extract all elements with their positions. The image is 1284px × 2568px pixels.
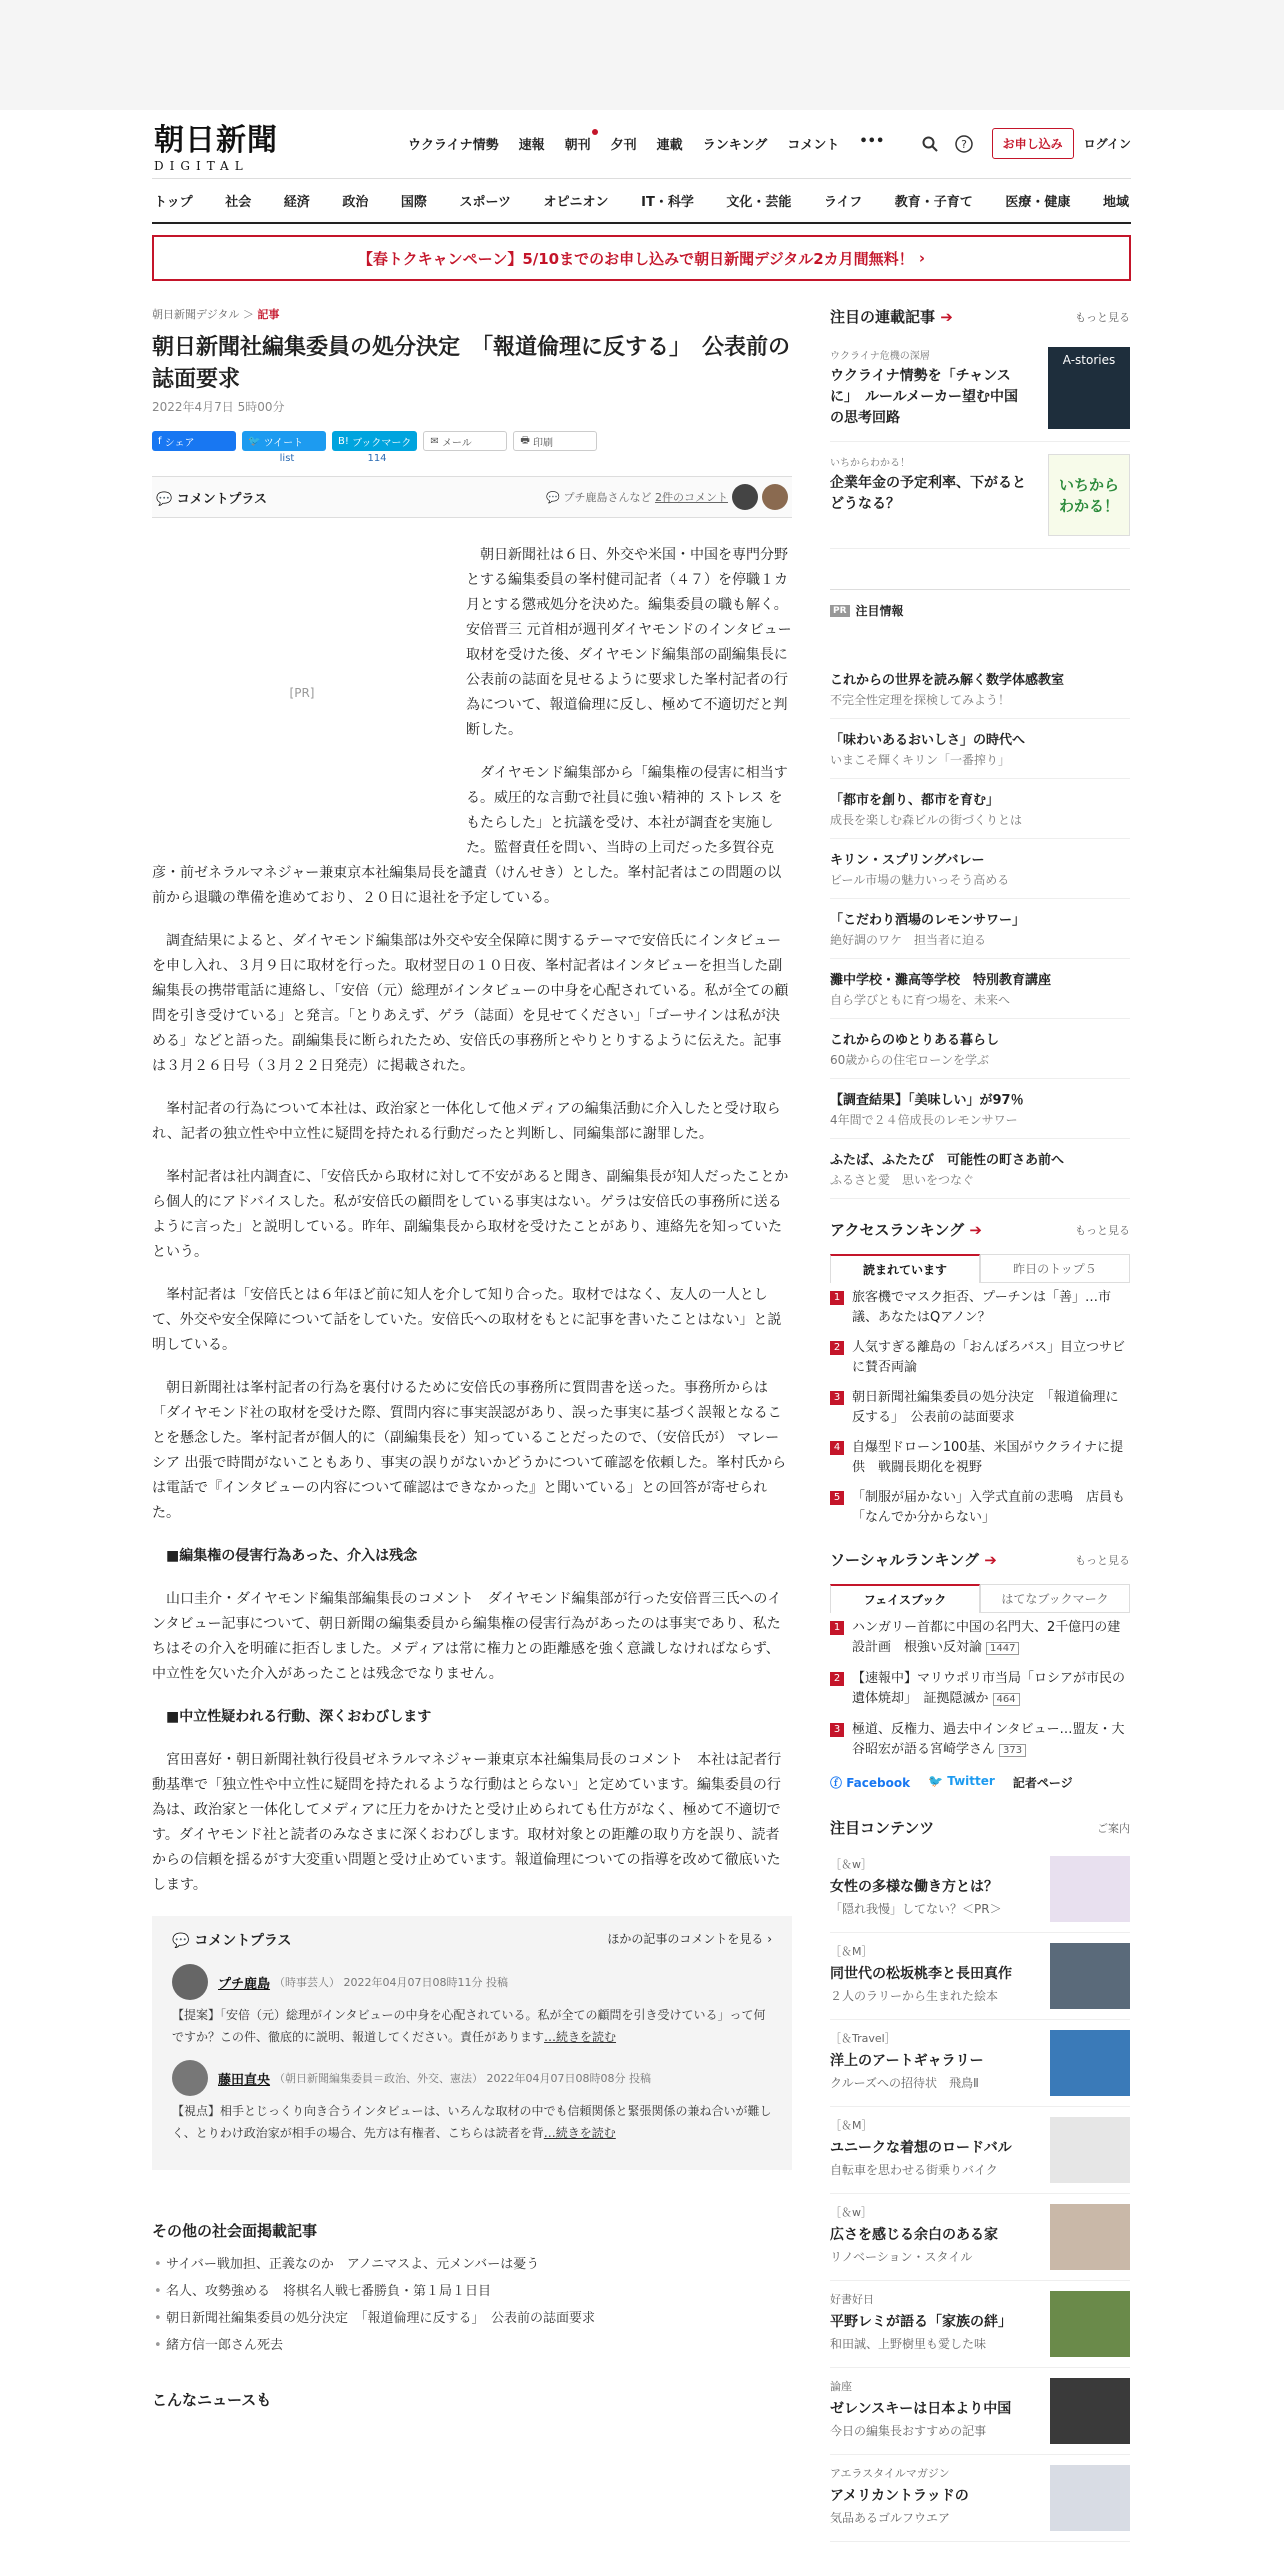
comment-plus-label: コメントプラス [176,491,267,507]
ranking-item[interactable] [830,1613,1130,1664]
logo[interactable] [154,124,279,173]
pickup-image [1050,2204,1130,2270]
comment-item [172,2060,772,2144]
other-articles [152,2220,792,2359]
comment-plus-info: 💬 プチ鹿島さんなど 2件のコメント [546,484,788,510]
ranking-title: 自爆型ドローン100基、米国がウクライナに提供 戦闘長期化を視野 [852,1440,1124,1475]
attention-item[interactable] [830,899,1130,959]
attention-item[interactable] [830,839,1130,899]
section-link[interactable]: 経済 [283,195,310,210]
pickup-item-title: 平野レミが語る「家族の絆」 [830,2314,1012,2330]
attention-item-sub: 4年間で２４倍成長のレモンサワー [830,1113,1018,1127]
comment-plus-box [152,1916,792,2170]
series-thumbnail: A-stories [1048,347,1130,429]
access-ranking-title[interactable] [830,1219,982,1240]
campaign-text: 【春トクキャンペーン】5/10までのお申し込みで朝日新聞デジタル2カ月間無料！ [357,249,914,268]
attention-item-title: キリン・スプリングバレー [830,853,985,868]
attention-item[interactable] [830,659,1130,719]
comment-plus-bar[interactable] [152,476,792,518]
attention-item-title: これからの世界を読み解く数学体感教室 [830,673,1065,688]
attention-item[interactable] [830,959,1130,1019]
twitter-label: Twitter [947,1774,995,1788]
attention-item-sub: 不完全性定理を探検してみよう！ [830,693,1011,707]
pickup-kicker: ［＆Travel］ [830,2032,896,2045]
svg-text:?: ? [960,137,967,151]
site-header [152,110,1131,178]
commenter-name[interactable]: プチ鹿島 [218,1976,271,1992]
avatar [172,2060,208,2096]
ranking-title: 朝日新聞社編集委員の処分決定 「報道倫理に反する」 公表前の誌面要求 [852,1390,1119,1425]
login-link[interactable]: ログイン [1083,137,1131,151]
twitter-share-label: ツイート [263,437,304,449]
pickup-kicker: ［＆w］ [830,1858,872,1871]
avatar [172,1964,208,2000]
pickup-item-title: 広さを感じる余白のある家 [830,2227,998,2243]
pickup-item[interactable] [830,2281,1130,2368]
pickup-kicker: 論座 [830,2380,852,2393]
pickup-item-sub: リノベーション・スタイル [830,2250,973,2264]
facebook-label: Facebook [846,1776,911,1790]
social-ranking-label: ソーシャルランキング [830,1551,979,1569]
section-link[interactable]: スポーツ [459,195,511,210]
facebook-share-button[interactable]: f シェア [152,431,236,451]
pickup-kicker: ［＆M］ [830,1945,873,1958]
article-column [152,306,792,2542]
attention-item-title: 灘中学校・灘高等学校 特別教育講座 [830,973,1052,988]
pickup-item[interactable] [830,2107,1130,2194]
comment-info: プチ鹿島さんなど [563,491,652,504]
commenter-name[interactable]: 藤田直央 [218,2072,271,2088]
access-ranking-label: アクセスランキング [830,1221,965,1239]
section-nav [152,178,1131,222]
series-more-link[interactable]: もっと見る [1075,310,1130,324]
arrow-right-icon: ➔ [969,1221,982,1239]
other-article-link[interactable]: • 朝日新聞社編集委員の処分決定 「報道倫理に反する」 公表前の誌面要求 [152,2305,792,2332]
pickup-kicker: アエラスタイルマガジン [830,2467,950,2480]
other-article-link[interactable]: • 緒方信一郎さん死去 [152,2332,792,2359]
attention-item-title: これからのゆとりある暮らし [830,1033,1000,1048]
ranking-item[interactable] [830,1664,1130,1715]
access-ranking [830,1219,1130,1533]
rank-number: 1 [830,1291,844,1305]
ranking-item[interactable] [830,1383,1130,1433]
avatar [732,484,758,510]
section-link[interactable]: トップ [154,195,193,210]
paragraph: ダイヤモンド編集部から「編集権の侵害に相当する。威圧的な言動で社員に強い精神的 ストレス をもたらした」と抗議を受け、本社が調査を実施した。監督責任を問い、当時の上司だった多賀谷克彦・前ゼネラルマネジャー兼東京本社編集局長を譴責（けんせき）とした。峯村記者はこの問題の以前から退職の準備を進めており、２０日に退社を予定している。 [152,765,788,906]
comment-time: 2022年04月07日08時11分 投稿 [343,1976,508,1989]
paragraph: 峯村記者は「安倍氏とは６年ほど前に知人を介して知り合った。取材ではなく、友人の一人として、外交や安全保障について話をしていた。安倍氏への取材をもとに記事を書いたことはない」と説明している。 [152,1287,782,1353]
nav-ranking[interactable]: ランキング [702,138,768,153]
top-ad-band [0,0,1284,110]
comment-plus-title: 💬 コメントプラス [156,491,267,507]
pickup-item-sub: クルーズへの招待状 飛鳥Ⅱ [830,2076,979,2090]
ranking-title: 旅客機でマスク拒否、プーチンは「善」…市議、あなたはQアノン？ [852,1290,1111,1325]
arrow-right-icon: ➔ [940,308,953,326]
nav-ukraine[interactable]: ウクライナ情勢 [408,138,499,153]
paragraph: 峯村記者の行為について本社は、政治家と一体化して他メディアの編集活動に介入したと受け取られ、記者の独立性や中立性に疑問を持たれる行動だったと判断し、同編集部に謝罪した。 [152,1101,781,1142]
commenter-role: （時事芸人） [274,1976,341,1989]
attention-item-sub: 成長を楽しむ森ビルの街づくりとは [830,813,1023,827]
logo-main: 朝日新聞 [154,123,278,158]
comment-box-title-label: コメントプラス [194,1933,292,1949]
pickup-item[interactable] [830,2368,1130,2455]
section-link[interactable]: IT・科学 [641,195,694,210]
section-link[interactable]: 教育・子育て [894,195,973,210]
other-comments-link[interactable]: ほかの記事のコメントを見る › [607,1932,772,1946]
attention-item-sub: いまこそ輝くキリン「一番搾り」 [830,753,1011,767]
rank-number: 5 [830,1491,844,1505]
attention-item-title: ふたば、ふたたび 可能性の町さあ前へ [830,1153,1065,1168]
series-thumbnail [1048,454,1130,536]
read-more-link[interactable]: …続きを読む [544,2030,617,2044]
ranking-item[interactable] [830,1715,1130,1766]
pickup-item-sub: ２人のラリーから生まれた絵本 [830,1989,999,2003]
section-link[interactable]: オピニオン [543,195,609,210]
paragraph: 山口圭介・ダイヤモンド編集部編集長のコメント ダイヤモンド編集部が行った安倍晋三氏へのインタビュー記事について、朝日新聞の編集委員から編集権の侵害行為があったのは事実であり、私たちはその介入を明確に拒否しました。メディアは常に権力との距離感を強く意識しなければならず、中立性を欠いた介入があったことは残念でなりません。 [152,1591,782,1682]
tab-most-read[interactable]: 読まれています [830,1254,980,1283]
print-button[interactable]: 🖶 印刷 [513,431,597,451]
comment-box-title: 💬 コメントプラス [172,1933,292,1949]
pickup-guide-link[interactable]: ご案内 [1097,1821,1130,1835]
other-article-link[interactable]: • サイバー戦加担、正義なのか アノニマスよ、元メンバーは憂う [152,2251,792,2278]
nav-series[interactable]: 連載 [656,138,683,153]
series-title-label: 注目の連載記事 [830,308,936,326]
pickup-item-sub: 自転車を思わせる街乗りバイク [830,2163,998,2177]
attention-section [830,589,1130,1199]
new-dot [592,129,598,135]
section-link[interactable]: 地域 [1102,195,1129,210]
paragraph: 宮田喜好・朝日新聞社執行役員ゼネラルマネジャー兼東京本社編集局長のコメント 本社は記者行動基準で「独立性や中立性に疑問を持たれるような行動はとらない」と定めています。編集委員の行為は、政治家と一体化してメディアに圧力をかけたと受け止められても仕方がなく、極めて不適切です。ダイヤモンド社と読者のみなさまに深くおわびします。取材対象との距離の取り方を誤り、読者からの信頼を揺るがす大変重い問題と受け止めています。報道倫理についての指導を改めて徹底いたします。 [152,1752,782,1893]
pickup-image [1050,2030,1130,2096]
facebook-link[interactable]: ⓕ Facebook [830,1776,911,1790]
campaign-banner[interactable] [152,235,1131,281]
comment-text: 【提案】「安倍（元）総理がインタビューの中身を心配されている。私が全ての顧問を引き受けている」って何ですか？この件、徹底的に説明、報道してください。責任があります [172,2008,766,2044]
series-item[interactable] [830,442,1130,549]
series-title: ウクライナ情勢を「チャンスに」 ルールメーカー望む中国の思考回路 [830,368,1019,426]
arrow-right-icon: ➔ [984,1551,997,1569]
share-bar [152,431,792,451]
avatar [762,484,788,510]
pickup-image [1050,1856,1130,1922]
attention-item-sub: 自ら学びともに育つ場を、未来へ [830,993,1011,1007]
pickup-item-sub: 和田誠、上野樹里も愛した味 [830,2337,987,2351]
pickup-item-sub: 「隠れ我慢」してない？＜PR＞ [830,1902,1002,1916]
print-label: 印刷 [533,437,553,449]
section-link[interactable]: 国際 [400,195,427,210]
attention-item-sub: ふるさと愛 思いをつなぐ [830,1173,975,1187]
section-link[interactable]: 文化・芸能 [726,195,792,210]
pickup-item-title: 洋上のアートギャラリー [830,2053,984,2069]
ranking-item[interactable] [830,1433,1130,1483]
global-nav [408,134,904,153]
spacer [152,453,242,464]
social-more-link[interactable]: もっと見る [1075,1553,1130,1567]
help-icon[interactable] [952,132,976,156]
nav-more[interactable]: ••• [859,134,885,149]
reporter-page-link[interactable]: 記者ページ [1012,1776,1073,1790]
pickup-item-title: 女性の多様な働き方とは？ [830,1879,998,1895]
attention-item-sub: ビール市場の魅力いっそう高める [830,873,1010,887]
ranking-title: 【速報中】マリウポリ市当局「ロシアが市民の遺体焼却」 証拠隠滅か [852,1671,1126,1706]
article-body [152,543,792,1898]
tab-hatena[interactable]: はてなブックマーク [980,1584,1130,1613]
pickup-image [1050,2291,1130,2357]
attention-title: 注目情報 [855,604,904,618]
nav-morning[interactable] [565,134,591,153]
breadcrumb: 朝日新聞デジタル ＞ 記事 [152,308,280,321]
facebook-share-label: シェア [164,437,195,449]
nav-evening[interactable]: 夕刊 [610,138,637,153]
social-ranking [830,1549,1130,1791]
rank-number: 4 [830,1441,844,1455]
pickup-item-sub: 今日の編集長おすすめの記事 [830,2424,987,2438]
rank-number: 2 [830,1672,844,1686]
paragraph: 調査結果によると、ダイヤモンド編集部は外交や安全保障に関するテーマで安倍氏にインタビューを申し入れ、３月９日に取材を行った。取材翌日の１０日夜、峯村記者はインタビューを担当した副編集長の携帯電話に連絡し、「安倍（元）総理がインタビューの中身を心配されている。私が全ての顧問を引き受けている」と発言。「とりあえず、ゲラ（誌面）を見せてください」「ゴーサインは私が決める」などと語った。副編集長に断られたため、安倍氏の事務所とやりとりするように伝えた。記事は３月２６日号（３月２２日発売）に掲載された。 [152,933,789,1074]
nav-comment[interactable]: コメント [787,138,840,153]
paragraph: 朝日新聞社は峯村記者の行為を裏付けるために安倍氏の事務所に質問書を送った。事務所からは「ダイヤモンド社の取材を受けた際、質問内容に事実誤認があり、誤った事実に基づく誤報となることを懸念した。峯村記者が個人的に（副編集長を）知っていることだったので、（安倍氏が） マレーシア 出張で時間がないこともあり、事実の誤りがないかどうかについて確認を依頼した。峯村氏からは電話で『インタビューの内容について確認はできなかった』と聞いている」との回答が寄せられた。 [152,1380,787,1521]
pickup-item-title: アメリカントラッドの [830,2488,969,2504]
other-article-link[interactable]: • 名人、攻勢強める 将棋名人戦七番勝負・第１局１日目 [152,2278,792,2305]
ranking-title: 「制服が届かない」入学式直前の悲鳴 店員も「なんでか分からない」 [852,1490,1126,1525]
subheading: ■中立性疑われる行動、深くおわびします [166,1709,432,1725]
paragraph: 峯村記者は社内調査に、「安倍氏から取材に対して不安があると聞き、副編集長が知人だったことから個人的にアドバイスした。私が安倍氏の顧問をしている事実はない。ゲラは安倍氏の事務所に送るように言った」と説明している。昨年、副編集長から取材を受けたことがあり、連絡先を知っていたという。 [152,1169,789,1260]
commenter-role: （朝日新聞編集委員＝政治、外交、憲法） [274,2072,484,2085]
pickup-item-sub: 気品あるゴルフウエア [830,2511,951,2525]
attention-item-title: 「都市を創り、都市を育む」 [830,793,1000,808]
twitter-count[interactable]: list [279,453,295,464]
pickup-item[interactable] [830,2455,1130,2542]
pickup-item[interactable] [830,1933,1130,2020]
read-more-link[interactable]: …続きを読む [543,2126,616,2140]
pickup-item[interactable] [830,1846,1130,1933]
more-news-title: こんなニュースも [152,2391,272,2409]
pickup-kicker: ［＆M］ [830,2119,873,2132]
hatena-bookmark-button[interactable]: B! ブックマーク [332,431,417,451]
comment-count-link[interactable]: 2件のコメント [655,491,728,504]
rank-number: 3 [830,1391,844,1405]
pickup-item[interactable] [830,2020,1130,2107]
series-title: 企業年金の予定利率、下がるとどうなる？ [830,475,1026,512]
attention-item[interactable] [830,719,1130,779]
pickup-image [1050,2117,1130,2183]
comment-text: 【視点】相手とじっくり向き合うインタビューは、いろんな取材の中でも信頼関係と緊張関係の兼ね合いが難しく、とりわけ政治家が相手の場合、先方は有権者、こちらは読者を背 [172,2104,772,2140]
attention-item[interactable] [830,1079,1130,1139]
hatena-count[interactable]: 114 [367,453,387,464]
breadcrumb-home[interactable]: 朝日新聞デジタル [152,308,240,321]
ranking-title: ハンガリー首都に中国の名門大、2千億円の建設計画 根強い反対論 [852,1620,1121,1655]
attention-item[interactable] [830,1139,1130,1199]
hatena-label: ブックマーク [352,437,412,449]
access-more-link[interactable]: もっと見る [1075,1223,1130,1237]
series-title[interactable] [830,306,953,327]
pickup-item-title: ゼレンスキーは日本より中国 [830,2401,1012,2417]
pickup-title: 注目コンテンツ [830,1819,935,1837]
share-count: 373 [999,1744,1026,1757]
nav-morning-label: 朝刊 [564,138,591,153]
other-articles-title: その他の社会面掲載記事 [152,2222,318,2240]
other-comments-label: ほかの記事のコメントを見る [607,1932,764,1946]
attention-item-title: 「味わいあるおいしさ」の時代へ [830,733,1026,748]
article-date: 2022年4月7日 5時00分 [152,400,285,414]
ranking-title: 極道、反権力、過去中インタビュー…盟友・大谷昭宏が語る宮崎学さん [852,1722,1125,1757]
rank-number: 2 [830,1341,844,1355]
article-title: 朝日新聞社編集委員の処分決定 「報道倫理に反する」 公表前の誌面要求 [152,335,791,392]
section-link[interactable]: 政治 [342,195,369,210]
rank-number: 3 [830,1723,844,1737]
attention-item[interactable] [830,1019,1130,1079]
pickup-image [1050,1943,1130,2009]
sidebar [830,306,1130,2542]
rank-number: 1 [830,1621,844,1635]
subscribe-button[interactable]: お申し込み [992,128,1074,159]
nav-breaking[interactable]: 速報 [518,138,545,153]
breadcrumb-current: 記事 [257,308,280,321]
pickup-item-title: ユニークな着想のロードバル [830,2140,1012,2156]
comment-time: 2022年04月07日08時08分 投稿 [486,2072,651,2085]
thumb-label: いちから わかる！ [1058,476,1119,515]
attention-item-title: 【調査結果】「美味しい」が97％ [830,1093,1024,1108]
pickup-image [1050,2378,1130,2444]
pickup-image [1050,2465,1130,2531]
pickup-kicker: ［＆w］ [830,2206,872,2219]
ranking-item[interactable] [830,1283,1130,1333]
pickup-kicker: 好書好日 [830,2293,874,2306]
ranking-item[interactable] [830,1333,1130,1383]
share-count: 1447 [986,1642,1019,1655]
section-link[interactable]: 医療・健康 [1005,195,1071,210]
paragraph: 朝日新聞社は６日、外交や米国・中国を専門分野とする編集委員の峯村健司記者（４７）を停職１カ月とする懲戒処分を決めた。編集委員の職も解く。 安倍晋三 元首相が週刊ダイヤモンドのインタビュー取材を受けた後、ダイヤモンド編集部の副編集長に公表前の誌面を見せるように要求した峯村記者の行為について、報道倫理に反し、極めて不適切だと判断した。 [466,547,792,738]
comment-item [172,1964,772,2048]
pickup-contents [830,1817,1130,2542]
chevron-right-icon: › [918,249,926,267]
series-kicker: いちからわかる！ [830,458,910,469]
pickup-item[interactable] [830,2194,1130,2281]
twitter-link[interactable]: 🐦 Twitter [928,1774,995,1788]
pr-ad[interactable]: [PR] [289,685,315,700]
ranking-title: 人気すぎる離島の「おんぼろバス」目立つサビに賛否両論 [852,1340,1126,1375]
series-item[interactable] [830,335,1130,442]
twitter-share-button[interactable]: 🐦 ツイート [242,431,326,451]
section-link[interactable]: 社会 [225,195,252,210]
tab-facebook[interactable]: フェイスブック [830,1584,980,1613]
section-divider [152,222,1131,224]
attention-item-sub: 絶好調のワケ 担当者に迫る [830,933,987,947]
pickup-item-title: 同世代の松坂桃李と長田真作 [830,1966,1012,1982]
series-kicker: ウクライナ危機の深層 [830,351,930,362]
ranking-item[interactable] [830,1483,1130,1533]
search-icon[interactable] [918,132,942,156]
subheading: ■編集権の侵害行為あった、介入は残念 [166,1548,418,1564]
social-ranking-title[interactable] [830,1549,997,1570]
logo-sub: DIGITAL [154,159,249,173]
mail-button[interactable]: ✉ メール [423,431,507,451]
section-link[interactable]: ライフ [823,195,863,210]
share-count: 464 [993,1693,1020,1706]
pr-badge: PR [830,605,850,617]
attention-item-sub: 60歳からの住宅ローンを学ぶ [830,1053,990,1067]
attention-item[interactable] [830,779,1130,839]
attention-item-title: 「こだわり酒場のレモンサワー」 [830,913,1026,928]
mail-label: メール [441,437,472,449]
tab-yesterday-top5[interactable]: 昨日のトップ５ [980,1254,1130,1283]
